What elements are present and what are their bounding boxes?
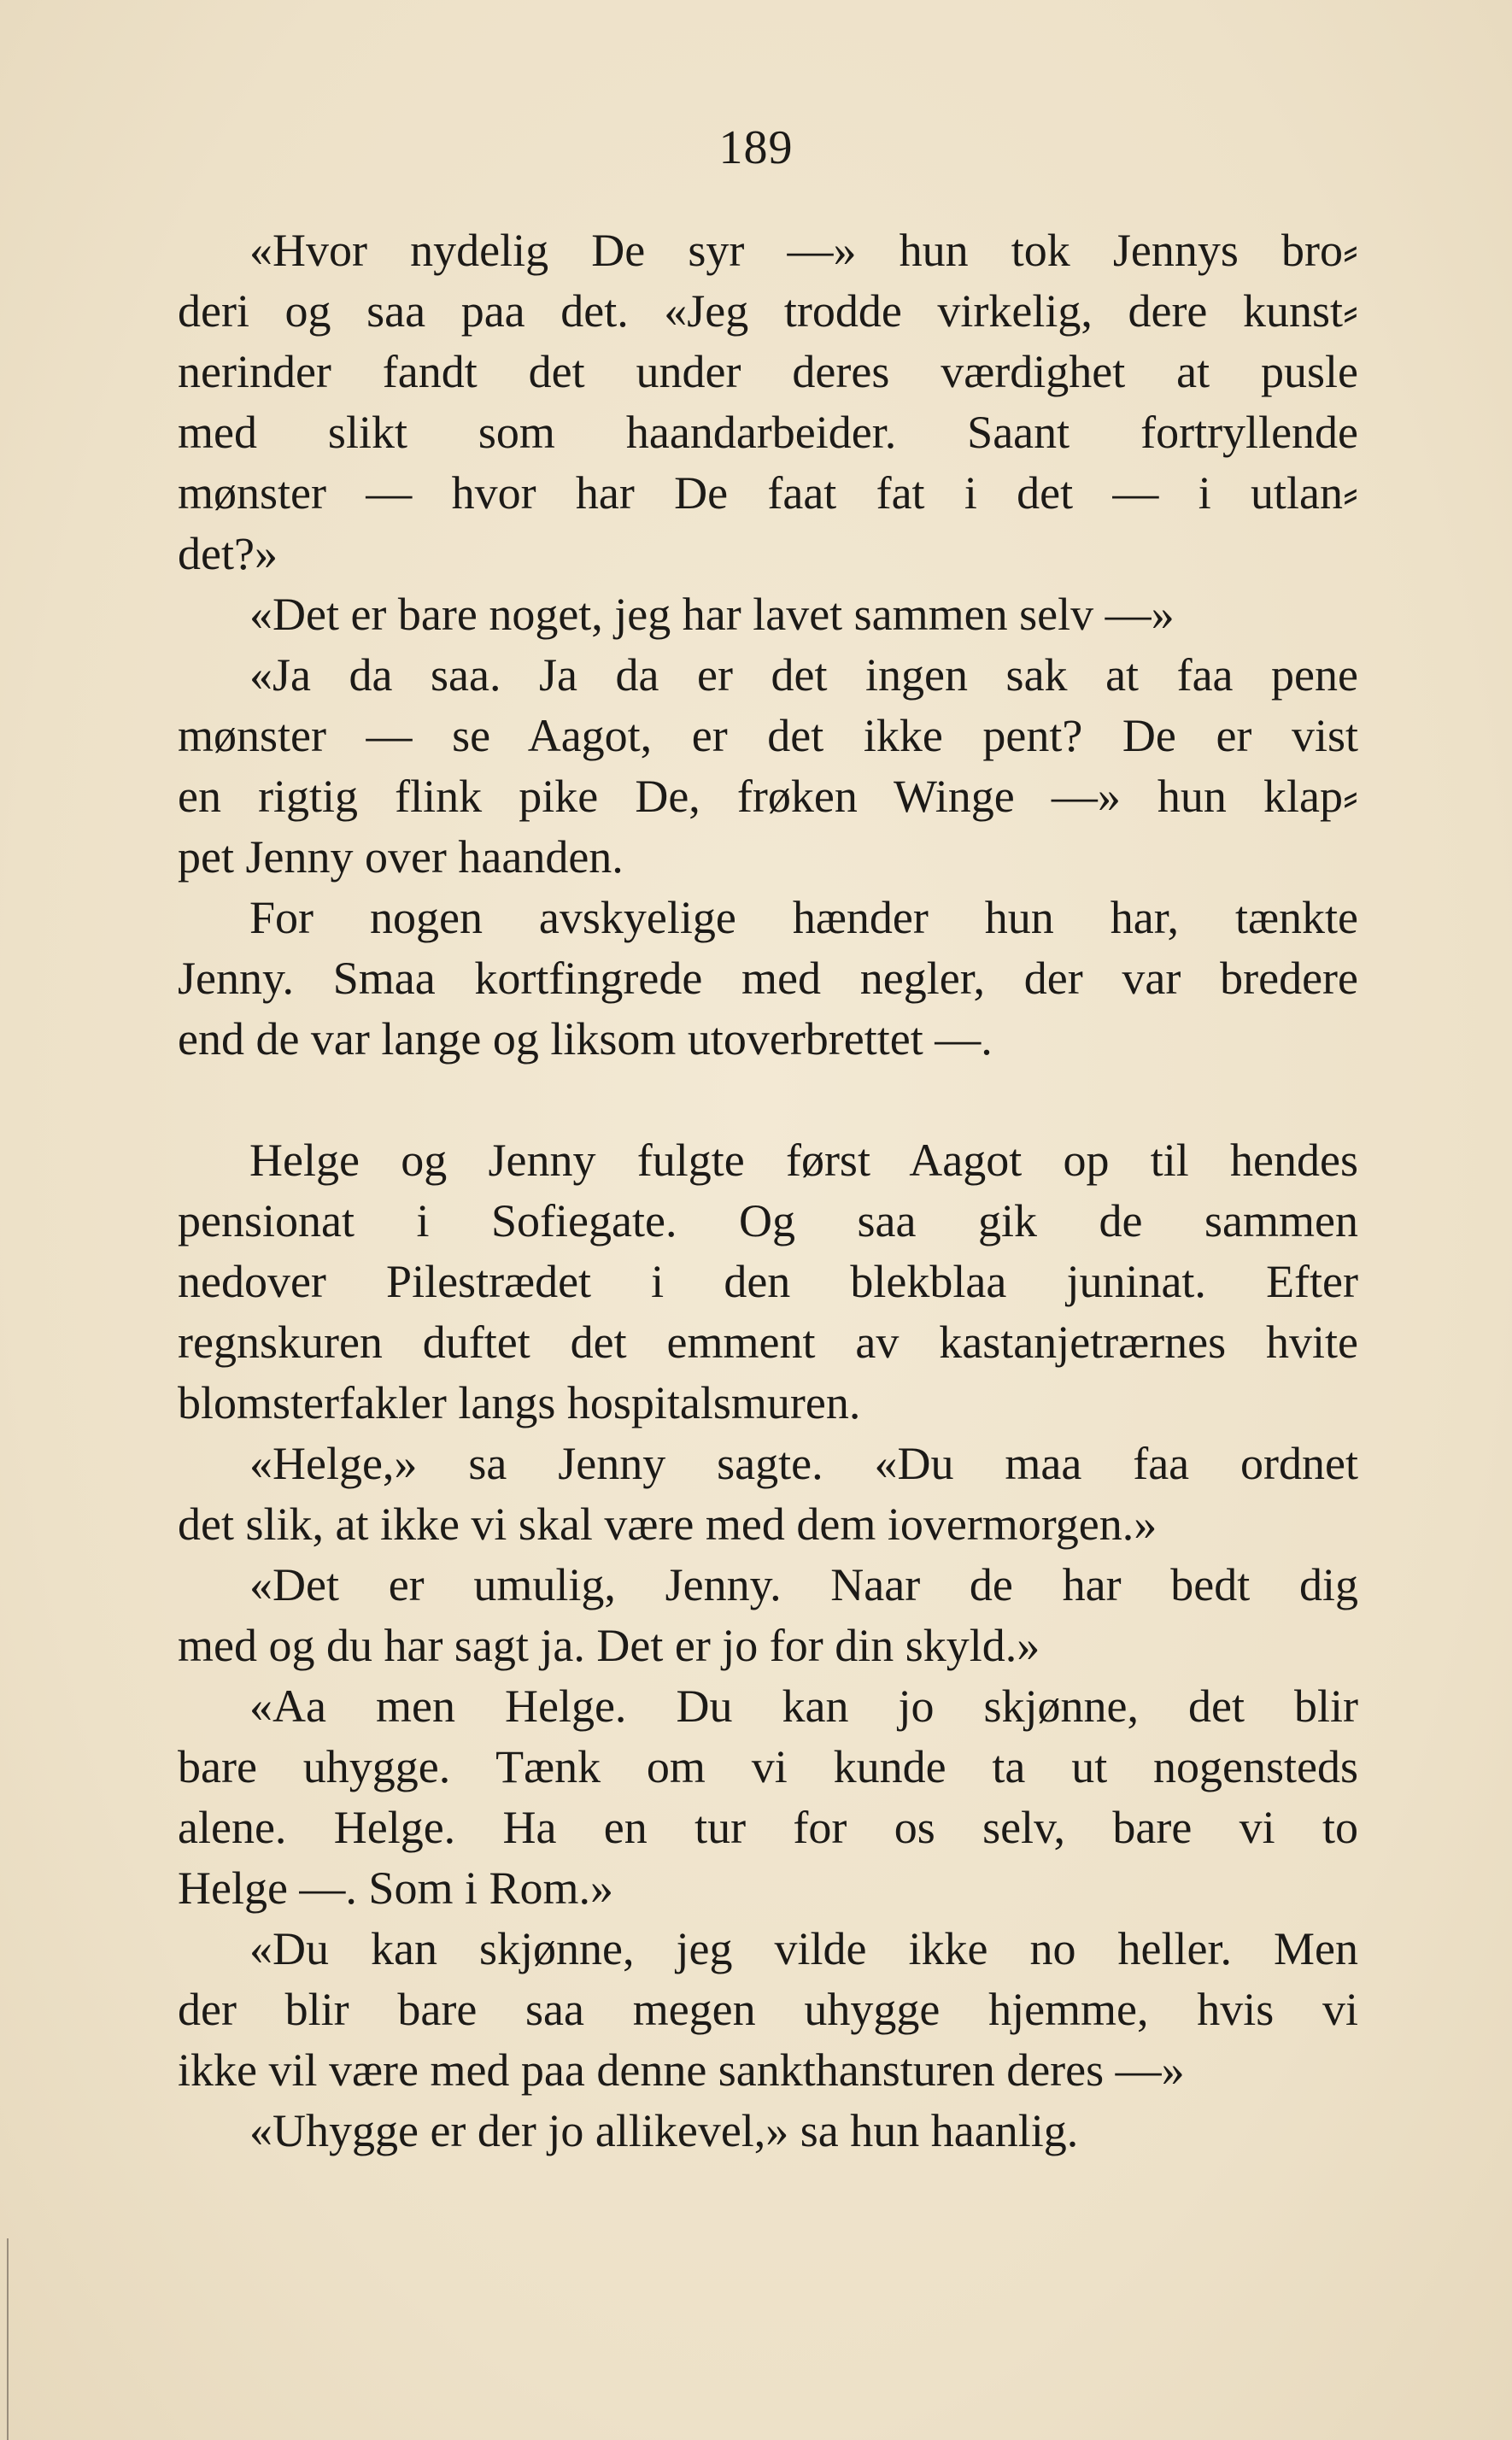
text-line: bare uhygge. Tænk om vi kunde ta ut nogensteds [178, 1741, 1358, 1792]
text-line: nedover Pilestrædet i den blekblaa juninat. Efter [178, 1256, 1358, 1307]
text-line: regnskuren duftet det emment av kastanjetrærnes hvite [178, 1317, 1358, 1368]
text-line: «Uhygge er der jo allikevel,» sa hun haanlig. [249, 2105, 1079, 2156]
text-line: alene. Helge. Ha en tur for os selv, bare vi to [178, 1802, 1358, 1853]
text-line: med slikt som haandarbeider. Saant fortryllende [178, 407, 1358, 458]
text-line: mønster — se Aagot, er det ikke pent? De er vist [178, 710, 1358, 761]
text-line: det?» [178, 528, 278, 579]
paragraph [178, 220, 1358, 584]
paragraph [178, 1434, 1358, 1555]
paragraph [178, 1919, 1358, 2101]
text-line: mønster — hvor har De faat fat i det — i utlan⸗ [178, 467, 1358, 519]
text-line: «Det er bare noget, jeg har lavet sammen selv —» [249, 589, 1175, 640]
text-line: For nogen avskyelige hænder hun har, tænkte [249, 892, 1358, 943]
page-edge-mark [7, 2238, 9, 2440]
text-line: det slik, at ikke vi skal være med dem iovermorgen.» [178, 1499, 1157, 1550]
text-line: «Hvor nydelig De syr —» hun tok Jennys bro⸗ [249, 225, 1358, 276]
text-line: end de var lange og liksom utoverbrettet —. [178, 1013, 993, 1065]
text-line: deri og saa paa det. «Jeg trodde virkelig, dere kunst⸗ [178, 285, 1358, 337]
text-line: «Ja da saa. Ja da er det ingen sak at faa pene [249, 649, 1358, 701]
paragraph [178, 2101, 1358, 2161]
paragraph [178, 645, 1358, 888]
section-break [178, 1070, 1358, 1130]
paragraph [178, 1555, 1358, 1676]
text-line: «Helge,» sa Jenny sagte. «Du maa faa ordnet [249, 1438, 1358, 1489]
paragraph [178, 584, 1358, 645]
text-line: pensionat i Sofiegate. Og saa gik de sammen [178, 1195, 1358, 1246]
text-line: der blir bare saa megen uhygge hjemme, hvis vi [178, 1984, 1358, 2035]
paragraph [178, 888, 1358, 1070]
paragraph [178, 1676, 1358, 1919]
text-line: nerinder fandt det under deres værdighet at pusle [178, 346, 1358, 397]
text-line: Helge —. Som i Rom.» [178, 1862, 613, 1914]
text-line: med og du har sagt ja. Det er jo for din skyld.» [178, 1620, 1040, 1671]
text-line: Helge og Jenny fulgte først Aagot op til hendes [249, 1135, 1358, 1186]
text-line: blomsterfakler langs hospitalsmuren. [178, 1377, 861, 1428]
text-line: ikke vil være med paa denne sankthansturen deres —» [178, 2044, 1185, 2096]
page-number: 189 [718, 121, 794, 174]
paragraph [178, 1130, 1358, 1434]
text-line: «Det er umulig, Jenny. Naar de har bedt dig [249, 1559, 1358, 1610]
text-line: en rigtig flink pike De, frøken Winge —» hun klap⸗ [178, 771, 1358, 822]
text-line: «Du kan skjønne, jeg vilde ikke no heller. Men [249, 1923, 1358, 1974]
body-text [178, 220, 1358, 2161]
text-line: pet Jenny over haanden. [178, 831, 624, 883]
text-line: Jenny. Smaa kortfingrede med negler, der var bredere [178, 953, 1358, 1004]
text-line: «Aa men Helge. Du kan jo skjønne, det blir [249, 1680, 1358, 1732]
